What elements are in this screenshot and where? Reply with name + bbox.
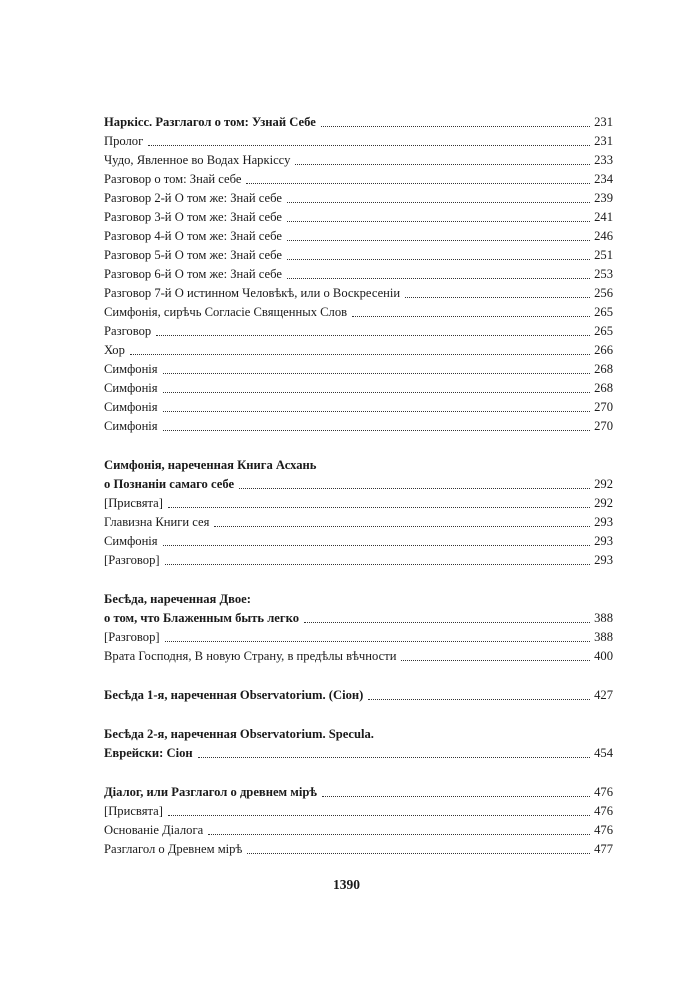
dot-leader — [148, 145, 590, 146]
toc-entry[interactable] — [104, 783, 613, 802]
toc-entry-title: Хор — [104, 343, 125, 357]
toc-entry[interactable] — [104, 189, 613, 208]
toc-entry-page: 427 — [594, 688, 613, 702]
toc-entry-title: Разговор 5-й О том же: Знай себе — [104, 248, 282, 262]
toc-entry-page: 265 — [594, 305, 613, 319]
toc-entry-page: 246 — [594, 229, 613, 243]
dot-leader — [130, 354, 590, 355]
toc-entry-page: 251 — [594, 248, 613, 262]
dot-leader — [295, 164, 590, 165]
toc-entry-page: 454 — [594, 746, 613, 760]
dot-leader — [156, 335, 590, 336]
toc-entry[interactable] — [104, 821, 613, 840]
toc-entry-title: Діалог, или Разглагол о древнем мірѣ — [104, 785, 317, 799]
toc-entry-page: 292 — [594, 496, 613, 510]
toc-entry-page: 241 — [594, 210, 613, 224]
toc-entry-page: 270 — [594, 419, 613, 433]
toc-entry[interactable] — [104, 170, 613, 189]
toc-entry-title: Разговор о том: Знай себе — [104, 172, 242, 186]
toc-entry-title: Пролог — [104, 134, 144, 148]
toc-entry-page: 268 — [594, 362, 613, 376]
toc-entry-title: Симфонія — [104, 362, 158, 376]
toc-entry[interactable] — [104, 303, 613, 322]
toc-section — [104, 725, 613, 763]
toc-entry-title: [Присвята] — [104, 804, 163, 818]
toc-entry[interactable] — [104, 341, 613, 360]
toc-entry-title: Разговор 2-й О том же: Знай себе — [104, 191, 282, 205]
dot-leader — [405, 297, 590, 298]
toc-entry[interactable] — [104, 360, 613, 379]
toc-section — [104, 783, 613, 859]
toc-entry[interactable] — [104, 208, 613, 227]
toc-entry[interactable] — [104, 417, 613, 436]
toc-entry-page: 292 — [594, 477, 613, 491]
toc-entry-title: Основаніе Діалога — [104, 823, 204, 837]
toc-entry-title: Еврейски: Сіон — [104, 746, 193, 760]
toc-entry-title: Главизна Книги сея — [104, 515, 210, 529]
section-gap — [104, 436, 613, 456]
dot-leader — [163, 411, 591, 412]
toc-entry[interactable] — [104, 513, 613, 532]
section-title-line: Бесѣда 2-я, нареченная Observatorium. Specula. — [104, 727, 374, 741]
toc-entry[interactable] — [104, 686, 613, 705]
toc-entry[interactable] — [104, 246, 613, 265]
toc-entry-page: 268 — [594, 381, 613, 395]
toc-entry-page: 293 — [594, 553, 613, 567]
toc-entry-page: 476 — [594, 804, 613, 818]
toc-entry-page: 388 — [594, 611, 613, 625]
toc-entry-title: [Разговор] — [104, 630, 160, 644]
toc-entry-page: 265 — [594, 324, 613, 338]
toc-section — [104, 686, 613, 705]
toc-entry-title: Разговор 3-й О том же: Знай себе — [104, 210, 282, 224]
section-gap — [104, 666, 613, 686]
page-number: 1390 — [333, 877, 360, 892]
dot-leader — [321, 126, 590, 127]
toc-entry-page: 233 — [594, 153, 613, 167]
toc-entry[interactable] — [104, 744, 613, 763]
toc-entry-title: Симфонія — [104, 381, 158, 395]
section-gap — [104, 705, 613, 725]
toc-entry-page: 388 — [594, 630, 613, 644]
toc-entry-page: 231 — [594, 115, 613, 129]
toc-entry[interactable] — [104, 113, 613, 132]
dot-leader — [287, 202, 590, 203]
toc-entry[interactable] — [104, 132, 613, 151]
toc-entry[interactable] — [104, 265, 613, 284]
toc-entry[interactable] — [104, 151, 613, 170]
toc-section — [104, 113, 613, 436]
dot-leader — [163, 545, 591, 546]
toc-entry-title: о том, что Блаженным быть легко — [104, 611, 299, 625]
table-of-contents — [104, 113, 613, 859]
toc-entry[interactable] — [104, 379, 613, 398]
dot-leader — [198, 757, 590, 758]
section-gap — [104, 763, 613, 783]
dot-leader — [287, 278, 590, 279]
dot-leader — [168, 815, 590, 816]
toc-entry-title: Наркісс. Разглагол о том: Узнай Себе — [104, 115, 316, 129]
toc-entry-title: Чудо, Явленное во Водах Наркіссу — [104, 153, 291, 167]
toc-entry-title: Симфонія — [104, 419, 158, 433]
toc-entry-page: 266 — [594, 343, 613, 357]
toc-entry[interactable] — [104, 802, 613, 821]
toc-entry[interactable] — [104, 628, 613, 647]
dot-leader — [163, 430, 591, 431]
dot-leader — [247, 853, 590, 854]
toc-entry[interactable] — [104, 322, 613, 341]
toc-entry[interactable] — [104, 284, 613, 303]
toc-entry-page: 253 — [594, 267, 613, 281]
dot-leader — [168, 507, 590, 508]
toc-entry-title: Симфонія — [104, 534, 158, 548]
toc-entry-title: [Присвята] — [104, 496, 163, 510]
dot-leader — [163, 373, 591, 374]
toc-entry-title: Разглагол о Древнем мірѣ — [104, 842, 243, 856]
toc-entry-page: 293 — [594, 515, 613, 529]
dot-leader — [322, 796, 590, 797]
toc-section — [104, 590, 613, 666]
toc-entry-title: Симфонія, сирѣчь Согласіе Священных Слов — [104, 305, 348, 319]
toc-entry-title: Разговор 4-й О том же: Знай себе — [104, 229, 282, 243]
section-gap — [104, 570, 613, 590]
toc-entry-title: Бесѣда 1-я, нареченная Observatorium. (Сіон) — [104, 688, 364, 702]
section-title-line: Симфонія, нареченная Книга Асхань — [104, 458, 317, 472]
section-title-line: Бесѣда, нареченная Двое: — [104, 592, 251, 606]
dot-leader — [287, 240, 590, 241]
toc-entry[interactable] — [104, 532, 613, 551]
toc-entry[interactable] — [104, 609, 613, 628]
toc-entry-page: 477 — [594, 842, 613, 856]
toc-entry-page: 234 — [594, 172, 613, 186]
toc-entry-page: 256 — [594, 286, 613, 300]
toc-entry-page: 270 — [594, 400, 613, 414]
dot-leader — [165, 641, 591, 642]
toc-entry-page: 293 — [594, 534, 613, 548]
dot-leader — [368, 699, 590, 700]
toc-entry-page: 231 — [594, 134, 613, 148]
dot-leader — [239, 488, 590, 489]
toc-entry-title: Врата Господня, В новую Страну, в предѣлы вѣчности — [104, 649, 397, 663]
toc-entry-page: 476 — [594, 823, 613, 837]
toc-entry-title: Симфонія — [104, 400, 158, 414]
dot-leader — [208, 834, 590, 835]
toc-entry-title: [Разговор] — [104, 553, 160, 567]
dot-leader — [304, 622, 590, 623]
toc-entry[interactable] — [104, 475, 613, 494]
toc-entry-title: Разговор 6-й О том же: Знай себе — [104, 267, 282, 281]
dot-leader — [214, 526, 590, 527]
toc-entry[interactable] — [104, 227, 613, 246]
toc-entry[interactable] — [104, 551, 613, 570]
toc-entry-page: 239 — [594, 191, 613, 205]
toc-entry-title: Разговор — [104, 324, 152, 338]
toc-entry[interactable] — [104, 494, 613, 513]
dot-leader — [165, 564, 591, 565]
dot-leader — [401, 660, 590, 661]
dot-leader — [352, 316, 590, 317]
toc-entry-page: 400 — [594, 649, 613, 663]
toc-entry[interactable] — [104, 398, 613, 417]
toc-entry-title: Разговор 7-й О истинном Человѣкѣ, или о Воскресеніи — [104, 286, 401, 300]
toc-entry-title: о Познаніи самаго себе — [104, 477, 235, 491]
dot-leader — [163, 392, 591, 393]
dot-leader — [287, 259, 590, 260]
toc-section — [104, 456, 613, 570]
toc-entry[interactable] — [104, 647, 613, 666]
dot-leader — [287, 221, 590, 222]
dot-leader — [246, 183, 590, 184]
toc-entry[interactable] — [104, 840, 613, 859]
toc-entry-page: 476 — [594, 785, 613, 799]
